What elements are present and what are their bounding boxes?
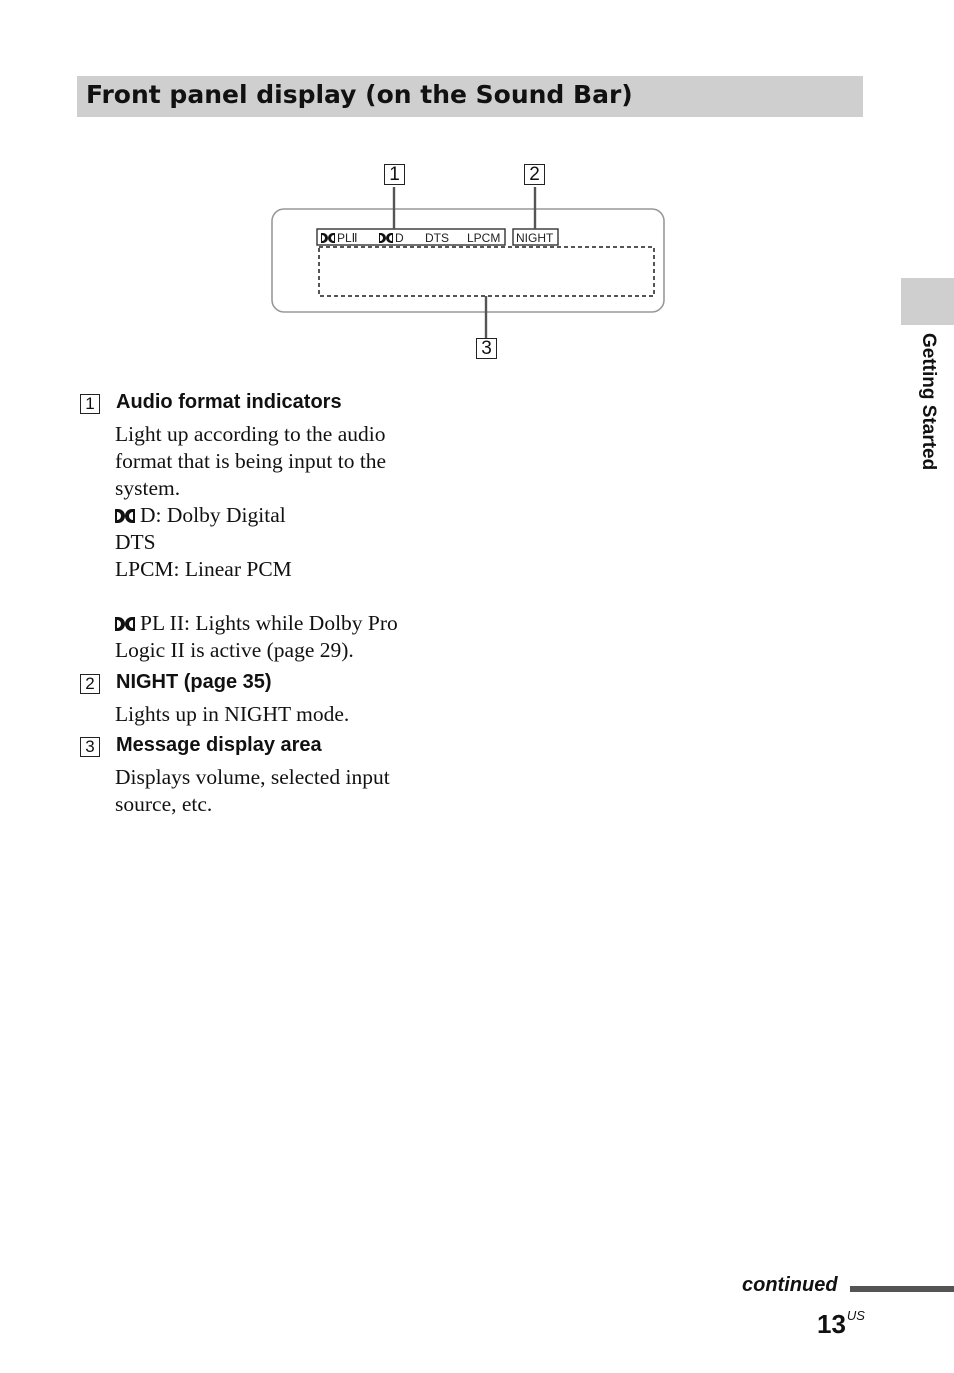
dolby-pl2-line: PL II: Lights while Dolby Pro	[115, 610, 398, 637]
item-title-message-area: Message display area	[116, 734, 322, 756]
indicator-lpcm: LPCM	[467, 231, 501, 245]
item-3-description	[115, 764, 390, 818]
continued-bar	[850, 1286, 954, 1292]
dolby-digital-line: D: Dolby Digital	[115, 502, 398, 529]
item-number-3: 3	[80, 737, 100, 757]
item-2-description	[115, 701, 349, 728]
item-title-audio-format: Audio format indicators	[116, 391, 342, 413]
item-number-1: 1	[80, 394, 100, 414]
text-line: format that is being input to the	[115, 449, 387, 473]
message-area-outline	[319, 247, 654, 296]
side-tab-label: Getting Started	[918, 333, 939, 471]
callout-3: 3	[476, 338, 497, 359]
item-1-description	[115, 421, 398, 664]
callout-2: 2	[524, 164, 545, 185]
dolby-double-d-icon	[379, 233, 393, 243]
page-number: $13^{US}$	[817, 1308, 865, 1339]
text-line: Light up according to the audio	[115, 422, 386, 446]
item-title-night: NIGHT (page 35)	[116, 671, 272, 693]
indicator-night: NIGHT	[516, 231, 554, 245]
continued-label: continued	[742, 1274, 838, 1296]
text-line: system.	[115, 476, 181, 500]
section-title: Front panel display (on the Sound Bar)	[86, 80, 633, 109]
text-line: DTS	[115, 530, 156, 554]
indicator-dolby-d: D	[379, 231, 404, 245]
item-number-2: 2	[80, 674, 100, 694]
front-panel-diagram	[0, 0, 954, 380]
dolby-double-d-icon	[321, 233, 335, 243]
text-line: source, etc.	[115, 792, 213, 816]
text-line: LPCM: Linear PCM	[115, 557, 292, 581]
dolby-double-d-icon	[115, 617, 135, 631]
text-line: Displays volume, selected input	[115, 765, 390, 789]
text-line: Lights up in NIGHT mode.	[115, 702, 350, 726]
indicator-pl2: PLⅡ	[321, 231, 358, 245]
dolby-double-d-icon	[115, 509, 135, 523]
text-line: Logic II is active (page 29).	[115, 638, 354, 662]
callout-1: 1	[384, 164, 405, 185]
indicator-dts: DTS	[425, 231, 449, 245]
